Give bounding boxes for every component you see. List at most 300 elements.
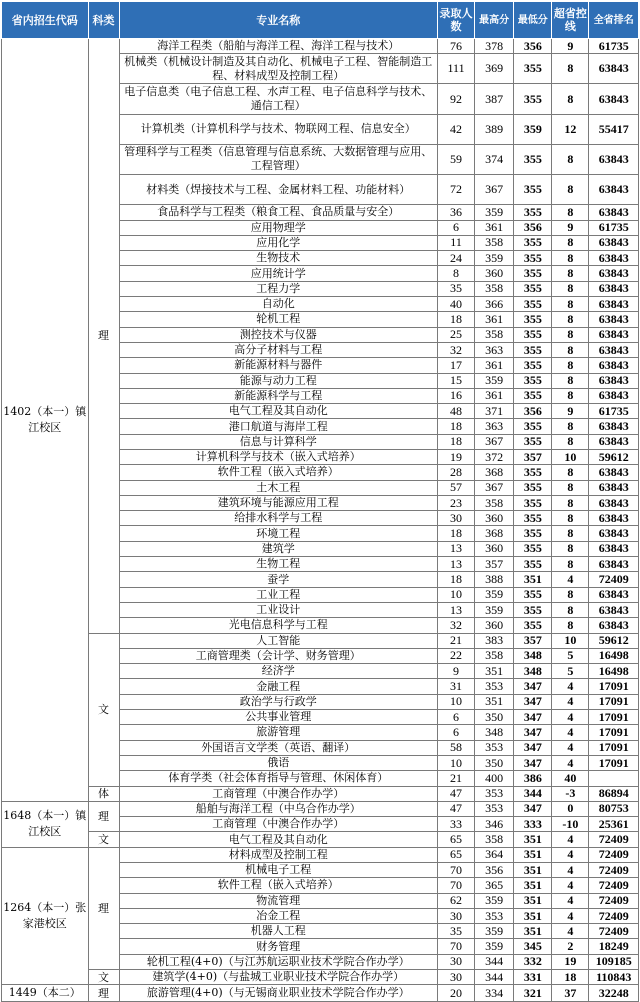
table-row (2, 39, 639, 54)
province-rank-cell: 25361 (589, 817, 639, 832)
min-score-cell: 355 (514, 342, 552, 357)
max-score-cell: 372 (475, 449, 514, 464)
enroll-count-cell: 10 (438, 587, 475, 602)
major-cell: 新能源科学与工程 (119, 388, 438, 403)
enrollment-code-cell: 1402（本一）镇江校区 (2, 39, 89, 802)
over-line-cell: 4 (552, 725, 589, 740)
province-rank-cell: 59612 (589, 633, 639, 648)
major-cell: 蚕学 (119, 572, 438, 587)
min-score-cell: 355 (514, 281, 552, 296)
subject-cell: 理 (88, 39, 119, 634)
enroll-count-cell: 48 (438, 404, 475, 419)
over-line-cell: 5 (552, 648, 589, 663)
over-line-cell: 9 (552, 220, 589, 235)
over-line-cell: 4 (552, 893, 589, 908)
min-score-cell: 356 (514, 404, 552, 419)
header-subject: 科类 (88, 2, 119, 39)
enroll-count-cell: 8 (438, 266, 475, 281)
subject-cell: 文 (88, 970, 119, 985)
enroll-count-cell: 47 (438, 801, 475, 816)
province-rank-cell: 63843 (589, 54, 639, 84)
max-score-cell: 351 (475, 664, 514, 679)
over-line-cell: 8 (552, 342, 589, 357)
max-score-cell: 350 (475, 755, 514, 770)
province-rank-cell: 63843 (589, 235, 639, 250)
enroll-count-cell: 10 (438, 694, 475, 709)
enroll-count-cell: 16 (438, 388, 475, 403)
province-rank-cell: 72409 (589, 847, 639, 862)
header-enroll: 录取人数 (438, 2, 475, 39)
major-cell: 应用统计学 (119, 266, 438, 281)
min-score-cell: 355 (514, 541, 552, 556)
over-line-cell: 8 (552, 465, 589, 480)
province-rank-cell: 63843 (589, 175, 639, 205)
min-score-cell: 355 (514, 235, 552, 250)
province-rank-cell: 109185 (589, 954, 639, 969)
max-score-cell: 366 (475, 297, 514, 312)
enroll-count-cell: 6 (438, 725, 475, 740)
major-cell: 船舶与海洋工程（中乌合作办学） (119, 801, 438, 816)
enroll-count-cell: 18 (438, 434, 475, 449)
major-cell: 信息与计算科学 (119, 434, 438, 449)
major-cell: 旅游管理 (119, 725, 438, 740)
province-rank-cell: 55417 (589, 114, 639, 144)
header-code: 省内招生代码 (2, 2, 89, 39)
subject-cell: 理 (88, 847, 119, 969)
over-line-cell: 4 (552, 832, 589, 847)
min-score-cell: 355 (514, 144, 552, 174)
max-score-cell: 358 (475, 832, 514, 847)
min-score-cell: 355 (514, 511, 552, 526)
min-score-cell: 347 (514, 755, 552, 770)
enroll-count-cell: 42 (438, 114, 475, 144)
enroll-count-cell: 20 (438, 985, 475, 1002)
max-score-cell: 359 (475, 373, 514, 388)
major-cell: 土木工程 (119, 480, 438, 495)
max-score-cell: 367 (475, 175, 514, 205)
max-score-cell: 353 (475, 908, 514, 923)
enroll-count-cell: 18 (438, 572, 475, 587)
province-rank-cell: 63843 (589, 388, 639, 403)
min-score-cell: 355 (514, 419, 552, 434)
over-line-cell: 37 (552, 985, 589, 1002)
max-score-cell: 344 (475, 970, 514, 985)
major-cell: 电气工程及其自动化 (119, 832, 438, 847)
province-rank-cell: 63843 (589, 465, 639, 480)
major-cell: 计算机科学与技术（嵌入式培养） (119, 449, 438, 464)
province-rank-cell: 18249 (589, 939, 639, 954)
min-score-cell: 321 (514, 985, 552, 1002)
header-max: 最高分 (475, 2, 514, 39)
enroll-count-cell: 58 (438, 740, 475, 755)
province-rank-cell: 72409 (589, 878, 639, 893)
over-line-cell: 12 (552, 114, 589, 144)
enroll-count-cell: 30 (438, 970, 475, 985)
over-line-cell: 8 (552, 266, 589, 281)
enroll-count-cell: 32 (438, 342, 475, 357)
min-score-cell: 357 (514, 633, 552, 648)
major-cell: 金融工程 (119, 679, 438, 694)
province-rank-cell: 17091 (589, 679, 639, 694)
enroll-count-cell: 13 (438, 557, 475, 572)
table-row (2, 847, 639, 862)
min-score-cell: 356 (514, 39, 552, 54)
over-line-cell: 8 (552, 251, 589, 266)
major-cell: 港口航道与海岸工程 (119, 419, 438, 434)
max-score-cell: 353 (475, 786, 514, 801)
over-line-cell: 8 (552, 175, 589, 205)
min-score-cell: 347 (514, 710, 552, 725)
header-min: 最低分 (514, 2, 552, 39)
min-score-cell: 355 (514, 480, 552, 495)
max-score-cell: 359 (475, 251, 514, 266)
admission-score-table (1, 1, 639, 1002)
major-cell: 俄语 (119, 755, 438, 770)
min-score-cell: 355 (514, 495, 552, 510)
province-rank-cell: 72409 (589, 863, 639, 878)
header-row (2, 2, 639, 39)
over-line-cell: 4 (552, 710, 589, 725)
max-score-cell: 358 (475, 281, 514, 296)
min-score-cell: 345 (514, 939, 552, 954)
table-row (2, 633, 639, 648)
major-cell: 经济学 (119, 664, 438, 679)
max-score-cell: 359 (475, 924, 514, 939)
header-over: 超省控线 (552, 2, 589, 39)
major-cell: 物流管理 (119, 893, 438, 908)
over-line-cell: 18 (552, 970, 589, 985)
max-score-cell: 389 (475, 114, 514, 144)
enroll-count-cell: 30 (438, 511, 475, 526)
over-line-cell: 8 (552, 327, 589, 342)
major-cell: 高分子材料与工程 (119, 342, 438, 357)
min-score-cell: 355 (514, 54, 552, 84)
max-score-cell: 359 (475, 939, 514, 954)
max-score-cell: 348 (475, 725, 514, 740)
max-score-cell: 367 (475, 480, 514, 495)
min-score-cell: 386 (514, 771, 552, 786)
major-cell: 电气工程及其自动化 (119, 404, 438, 419)
major-cell: 机器人工程 (119, 924, 438, 939)
min-score-cell: 355 (514, 465, 552, 480)
max-score-cell: 353 (475, 740, 514, 755)
min-score-cell: 355 (514, 327, 552, 342)
over-line-cell: 8 (552, 312, 589, 327)
enroll-count-cell: 47 (438, 786, 475, 801)
max-score-cell: 383 (475, 633, 514, 648)
province-rank-cell: 63843 (589, 511, 639, 526)
major-cell: 机械类（机械设计制造及其自动化、机械电子工程、智能制造工程、材料成型及控制工程） (119, 54, 438, 84)
max-score-cell: 369 (475, 54, 514, 84)
min-score-cell: 355 (514, 434, 552, 449)
province-rank-cell: 59612 (589, 449, 639, 464)
max-score-cell: 358 (475, 648, 514, 663)
enroll-count-cell: 6 (438, 220, 475, 235)
over-line-cell: 8 (552, 602, 589, 617)
table-row (2, 832, 639, 847)
min-score-cell: 347 (514, 694, 552, 709)
over-line-cell: 2 (552, 939, 589, 954)
major-cell: 材料类（焊接技术与工程、金属材料工程、功能材料） (119, 175, 438, 205)
enroll-count-cell: 13 (438, 541, 475, 556)
over-line-cell: 8 (552, 54, 589, 84)
over-line-cell: 10 (552, 449, 589, 464)
min-score-cell: 355 (514, 266, 552, 281)
max-score-cell: 367 (475, 434, 514, 449)
max-score-cell: 350 (475, 710, 514, 725)
major-cell: 给排水科学与工程 (119, 511, 438, 526)
province-rank-cell: 63843 (589, 526, 639, 541)
over-line-cell: 4 (552, 847, 589, 862)
over-line-cell: 8 (552, 526, 589, 541)
over-line-cell: 8 (552, 541, 589, 556)
major-cell: 管理科学与工程类（信息管理与信息系统、大数据管理与应用、工程管理） (119, 144, 438, 174)
enroll-count-cell: 22 (438, 648, 475, 663)
province-rank-cell: 61735 (589, 404, 639, 419)
min-score-cell: 357 (514, 449, 552, 464)
over-line-cell: 4 (552, 908, 589, 923)
over-line-cell: 4 (552, 878, 589, 893)
province-rank-cell: 63843 (589, 618, 639, 633)
province-rank-cell: 17091 (589, 710, 639, 725)
min-score-cell: 348 (514, 648, 552, 663)
major-cell: 工程力学 (119, 281, 438, 296)
enroll-count-cell: 33 (438, 817, 475, 832)
table-row (2, 786, 639, 801)
major-cell: 能源与动力工程 (119, 373, 438, 388)
min-score-cell: 331 (514, 970, 552, 985)
province-rank-cell (589, 771, 639, 786)
min-score-cell: 356 (514, 220, 552, 235)
enroll-count-cell: 28 (438, 465, 475, 480)
min-score-cell: 347 (514, 740, 552, 755)
over-line-cell: 4 (552, 572, 589, 587)
major-cell: 海洋工程类（船舶与海洋工程、海洋工程与技术） (119, 39, 438, 54)
province-rank-cell: 63843 (589, 434, 639, 449)
min-score-cell: 355 (514, 602, 552, 617)
major-cell: 生物工程 (119, 557, 438, 572)
min-score-cell: 351 (514, 832, 552, 847)
major-cell: 新能源材料与器件 (119, 358, 438, 373)
enroll-count-cell: 35 (438, 281, 475, 296)
province-rank-cell: 63843 (589, 373, 639, 388)
min-score-cell: 347 (514, 725, 552, 740)
over-line-cell: 5 (552, 664, 589, 679)
header-major: 专业名称 (119, 2, 438, 39)
over-line-cell: 0 (552, 801, 589, 816)
over-line-cell: 8 (552, 618, 589, 633)
major-cell: 机械电子工程 (119, 863, 438, 878)
enroll-count-cell: 70 (438, 939, 475, 954)
over-line-cell: 8 (552, 205, 589, 220)
enroll-count-cell: 36 (438, 205, 475, 220)
max-score-cell: 361 (475, 220, 514, 235)
max-score-cell: 351 (475, 694, 514, 709)
enroll-count-cell: 62 (438, 893, 475, 908)
enroll-count-cell: 21 (438, 771, 475, 786)
major-cell: 建筑环境与能源应用工程 (119, 495, 438, 510)
major-cell: 建筑学(4+0)（与盐城工业职业技术学院合作办学） (119, 970, 438, 985)
enroll-count-cell: 32 (438, 618, 475, 633)
subject-cell: 理 (88, 985, 119, 1002)
over-line-cell: 19 (552, 954, 589, 969)
enroll-count-cell: 30 (438, 954, 475, 969)
max-score-cell: 364 (475, 847, 514, 862)
province-rank-cell: 63843 (589, 205, 639, 220)
min-score-cell: 351 (514, 908, 552, 923)
over-line-cell: 8 (552, 557, 589, 572)
enroll-count-cell: 15 (438, 373, 475, 388)
province-rank-cell: 63843 (589, 342, 639, 357)
enroll-count-cell: 70 (438, 863, 475, 878)
province-rank-cell: 63843 (589, 358, 639, 373)
major-cell: 材料成型及控制工程 (119, 847, 438, 862)
province-rank-cell: 63843 (589, 495, 639, 510)
over-line-cell: -10 (552, 817, 589, 832)
over-line-cell: 4 (552, 694, 589, 709)
enroll-count-cell: 65 (438, 832, 475, 847)
enroll-count-cell: 25 (438, 327, 475, 342)
province-rank-cell: 72409 (589, 832, 639, 847)
province-rank-cell: 63843 (589, 281, 639, 296)
major-cell: 建筑学 (119, 541, 438, 556)
max-score-cell: 361 (475, 312, 514, 327)
enrollment-code-cell: 1264（本一）张家港校区 (2, 847, 89, 985)
max-score-cell: 353 (475, 679, 514, 694)
max-score-cell: 359 (475, 893, 514, 908)
major-cell: 光电信息科学与工程 (119, 618, 438, 633)
province-rank-cell: 63843 (589, 144, 639, 174)
major-cell: 生物技术 (119, 251, 438, 266)
major-cell: 工商管理类（会计学、财务管理） (119, 648, 438, 663)
major-cell: 软件工程（嵌入式培养） (119, 878, 438, 893)
enroll-count-cell: 35 (438, 924, 475, 939)
enroll-count-cell: 18 (438, 419, 475, 434)
enroll-count-cell: 59 (438, 144, 475, 174)
province-rank-cell: 16498 (589, 648, 639, 663)
min-score-cell: 359 (514, 114, 552, 144)
subject-cell: 文 (88, 832, 119, 847)
over-line-cell: 8 (552, 511, 589, 526)
province-rank-cell: 63843 (589, 312, 639, 327)
table-body (2, 39, 639, 1002)
major-cell: 工业设计 (119, 602, 438, 617)
enroll-count-cell: 11 (438, 235, 475, 250)
max-score-cell: 359 (475, 205, 514, 220)
max-score-cell: 356 (475, 863, 514, 878)
min-score-cell: 355 (514, 388, 552, 403)
enroll-count-cell: 10 (438, 755, 475, 770)
enroll-count-cell: 23 (438, 495, 475, 510)
major-cell: 应用物理学 (119, 220, 438, 235)
major-cell: 体育学类（社会体育指导与管理、休闲体育） (119, 771, 438, 786)
major-cell: 自动化 (119, 297, 438, 312)
min-score-cell: 355 (514, 251, 552, 266)
major-cell: 测控技术与仪器 (119, 327, 438, 342)
major-cell: 食品科学与工程类（粮食工程、食品质量与安全） (119, 205, 438, 220)
province-rank-cell: 63843 (589, 419, 639, 434)
min-score-cell: 351 (514, 878, 552, 893)
max-score-cell: 344 (475, 954, 514, 969)
enroll-count-cell: 30 (438, 908, 475, 923)
subject-cell: 理 (88, 801, 119, 832)
min-score-cell: 347 (514, 801, 552, 816)
enroll-count-cell: 57 (438, 480, 475, 495)
enroll-count-cell: 76 (438, 39, 475, 54)
over-line-cell: 8 (552, 373, 589, 388)
over-line-cell: 9 (552, 39, 589, 54)
province-rank-cell: 61735 (589, 220, 639, 235)
max-score-cell: 359 (475, 587, 514, 602)
major-cell: 工商管理（中澳合作办学） (119, 786, 438, 801)
over-line-cell: 8 (552, 358, 589, 373)
province-rank-cell: 17091 (589, 740, 639, 755)
over-line-cell: 8 (552, 495, 589, 510)
min-score-cell: 355 (514, 557, 552, 572)
over-line-cell: 8 (552, 144, 589, 174)
enroll-count-cell: 72 (438, 175, 475, 205)
province-rank-cell: 72409 (589, 924, 639, 939)
province-rank-cell: 17091 (589, 755, 639, 770)
enroll-count-cell: 19 (438, 449, 475, 464)
max-score-cell: 365 (475, 878, 514, 893)
max-score-cell: 358 (475, 235, 514, 250)
min-score-cell: 355 (514, 297, 552, 312)
min-score-cell: 351 (514, 924, 552, 939)
min-score-cell: 355 (514, 373, 552, 388)
major-cell: 人工智能 (119, 633, 438, 648)
major-cell: 应用化学 (119, 235, 438, 250)
enroll-count-cell: 40 (438, 297, 475, 312)
max-score-cell: 378 (475, 39, 514, 54)
over-line-cell: 8 (552, 84, 589, 114)
over-line-cell: 8 (552, 419, 589, 434)
min-score-cell: 333 (514, 817, 552, 832)
enroll-count-cell: 70 (438, 878, 475, 893)
enroll-count-cell: 92 (438, 84, 475, 114)
enroll-count-cell: 21 (438, 633, 475, 648)
min-score-cell: 348 (514, 664, 552, 679)
province-rank-cell: 63843 (589, 297, 639, 312)
over-line-cell: 40 (552, 771, 589, 786)
max-score-cell: 368 (475, 526, 514, 541)
over-line-cell: 4 (552, 679, 589, 694)
header-rank: 全省排名 (589, 2, 639, 39)
major-cell: 政治学与行政学 (119, 694, 438, 709)
province-rank-cell: 61735 (589, 39, 639, 54)
over-line-cell: 8 (552, 480, 589, 495)
max-score-cell: 368 (475, 465, 514, 480)
province-rank-cell: 63843 (589, 602, 639, 617)
table-row (2, 970, 639, 985)
max-score-cell: 363 (475, 419, 514, 434)
over-line-cell: 8 (552, 235, 589, 250)
enrollment-code-cell: 1648（本一）镇江校区 (2, 801, 89, 847)
major-cell: 冶金工程 (119, 908, 438, 923)
province-rank-cell: 72409 (589, 572, 639, 587)
enroll-count-cell: 6 (438, 710, 475, 725)
major-cell: 工商管理（中澳合作办学） (119, 817, 438, 832)
major-cell: 软件工程（嵌入式培养） (119, 465, 438, 480)
min-score-cell: 355 (514, 205, 552, 220)
province-rank-cell: 32248 (589, 985, 639, 1002)
province-rank-cell: 63843 (589, 84, 639, 114)
province-rank-cell: 72409 (589, 893, 639, 908)
max-score-cell: 400 (475, 771, 514, 786)
major-cell: 轮机工程(4+0)（与江苏航运职业技术学院合作办学） (119, 954, 438, 969)
max-score-cell: 361 (475, 358, 514, 373)
province-rank-cell: 80753 (589, 801, 639, 816)
